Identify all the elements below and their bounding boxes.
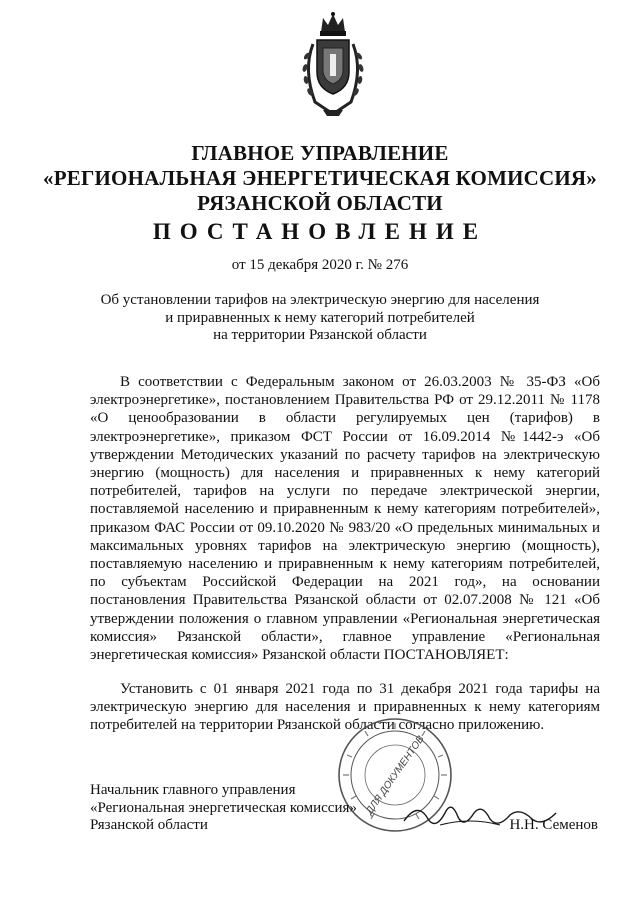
signature-line-3: Рязанской области: [90, 817, 208, 833]
signer-name: Н.Н. Семенов: [509, 817, 598, 833]
coat-of-arms-icon: [293, 10, 373, 122]
document-type-heading: ПОСТАНОВЛЕНИЕ: [152, 219, 488, 244]
signature-line-1: Начальник главного управления: [90, 782, 296, 798]
preamble-paragraph: В соответствии с Федеральным законом от 26.03.2003 № 35-ФЗ «Об электроэнергетике», постановлением Правительства РФ от 29.12.2011 № 1178 «О ценообразовании в области регулируемых цен (тарифов) в электроэнергетике», приказом ФСТ России от 16.09.2014 №1442-э «Об утверждении Методических указаний по расчету тарифов на электрическую энергию (мощность) для населения и приравненных к нему категорий потребителей, тарифов на услуги по передаче электрической энергии, поставляемой населению и приравненным к нему категориям потребителей», приказом ФАС России от 09.10.2020 № 983/20 «О предельных минимальных и максимальных уровнях тарифов на электрическую энергию (мощность), поставляемую населению и приравненным к нему категориям потребителей, по субъектам Российской Федерации на 2021 год», на основании постановления Правительства Рязанской области от 02.07.2008 № 121 «Об утверждении положения о главном управлении «Региональная энергетическая комиссия» Рязанской области», главное управление «Региональная энергетическая комиссия» Рязанской области ПОСТАНОВЛЯЕТ:: [90, 374, 600, 664]
title-line-3: РЯЗАНСКОЙ ОБЛАСТИ: [197, 191, 443, 215]
resolution-paragraph: Установить с 01 января 2021 года по 31 декабря 2021 года тарифы на электрическую энергию для населения и приравненных к нему категориям потребителей на территории Рязанской области согласно приложению.: [90, 681, 600, 734]
document-date-number: от 15 декабря 2020 г. № 276: [231, 257, 409, 273]
coat-of-arms-emblem: [293, 10, 373, 122]
subject-line-1: Об установлении тарифов на электрическую энергию для населения: [100, 292, 540, 308]
document-body: [90, 373, 600, 664]
stamp-center-text: ДЛЯ ДОКУМЕНТОВ: [364, 733, 427, 817]
signature-block: [90, 782, 357, 835]
title-line-1: ГЛАВНОЕ УПРАВЛЕНИЕ: [191, 141, 449, 165]
subject-line-2: и приравненных к нему категорий потребителей: [165, 309, 475, 326]
signature-line-2: «Региональная энергетическая комиссия»: [90, 799, 357, 816]
issuer-title: [0, 141, 640, 216]
title-line-2: «РЕГИОНАЛЬНАЯ ЭНЕРГЕТИЧЕСКАЯ КОМИССИЯ»: [43, 166, 597, 190]
subject-line-3: на территории Рязанской области: [213, 327, 427, 343]
document-subject: [0, 292, 640, 345]
